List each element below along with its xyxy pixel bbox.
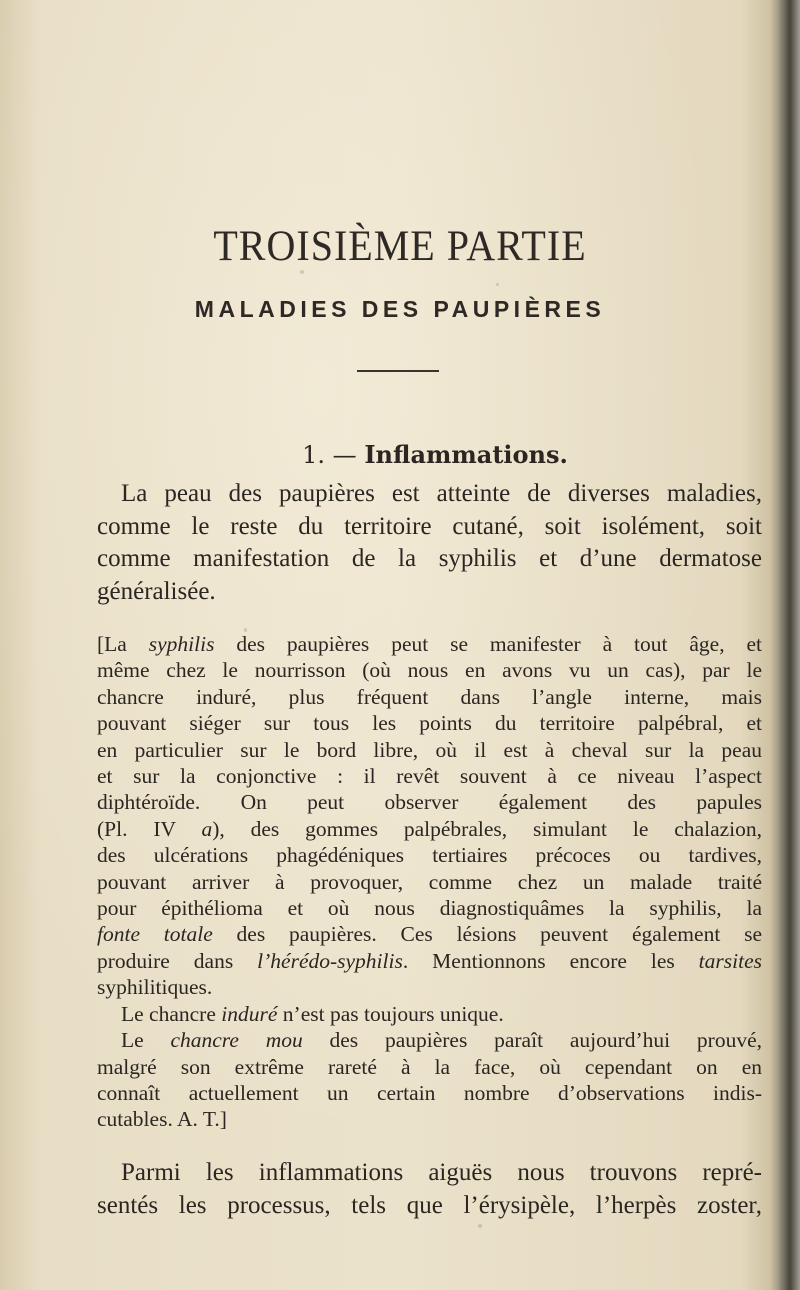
text-line: connaît actuellement un certain nombre d’observations indis- [97,1080,762,1105]
text-line: même chez le nourrisson (où nous en avons vu un cas), par le [97,658,762,683]
text-line: syphilitiques. [97,975,213,1000]
paragraph-intro [97,478,762,608]
text-line: pouvant arriver à provoquer, comme chez un malade traité [97,869,762,894]
text-line: diphtéroïde. On peut observer également des papules [97,790,762,815]
text-line: produire dans l’hérédo-syphilis. Mentionnons encore les tarsites [97,948,762,973]
text-line: Parmi les inflammations aiguës nous trouvons repré- [121,1159,762,1186]
part-subtitle: MALADIES DES PAUPIÈRES [194,296,606,322]
paper-speck [478,1224,482,1228]
text-line: malgré son extrême rareté à la face, où cependant on en [97,1054,762,1079]
text-line: Le chancre mou des paupières paraît aujourd’hui prouvé, [121,1028,762,1053]
text-line: pour épithélioma et où nous diagnostiquâmes la syphilis, la [97,896,762,921]
text-line: pouvant siéger sur tous les points du territoire palpébral, et [97,711,762,736]
paragraph-acute [97,1157,762,1222]
paper-speck [300,270,304,274]
section-heading [0,440,800,469]
paper-speck [244,628,247,632]
text-line: cutables. A. T.] [97,1107,227,1132]
paper-speck [496,283,499,286]
paragraph-syphilis [97,631,762,1133]
text-line: généralisée. [97,577,216,605]
text-line: comme le reste du territoire cutané, soit isolément, soit [97,512,762,540]
section-title: Inflammations. [364,440,568,469]
text-line: (Pl. IV a), des gommes palpébrales, simulant le chalazion, [97,816,762,841]
section-dash: — [332,441,357,469]
part-title: TROISIÈME PARTIE [213,221,587,270]
text-line: en particulier sur le bord libre, où il est à cheval sur la peau [97,737,762,762]
text-line: chancre induré, plus fréquent dans l’angle interne, mais [97,684,762,709]
title-rule [357,370,439,372]
text-line: des ulcérations phagédéniques tertiaires précoces ou tardives, [97,843,762,868]
section-number: 1. [302,441,326,469]
text-line: sentés les processus, tels que l’érysipèle, l’herpès zoster, [97,1191,762,1219]
text-line: [La syphilis des paupières peut se manifester à tout âge, et [97,632,762,656]
text-line: La peau des paupières est atteinte de diverses maladies, [121,480,762,507]
page-edge-shadow [778,0,800,1290]
text-line: Le chancre induré n’est pas toujours unique. [121,1001,504,1026]
text-line: et sur la conjonctive : il revêt souvent à ce niveau l’aspect [97,764,762,789]
text-line: comme manifestation de la syphilis et d’une dermatose [97,545,762,572]
text-line: fonte totale des paupières. Ces lésions peuvent également se [97,922,762,947]
